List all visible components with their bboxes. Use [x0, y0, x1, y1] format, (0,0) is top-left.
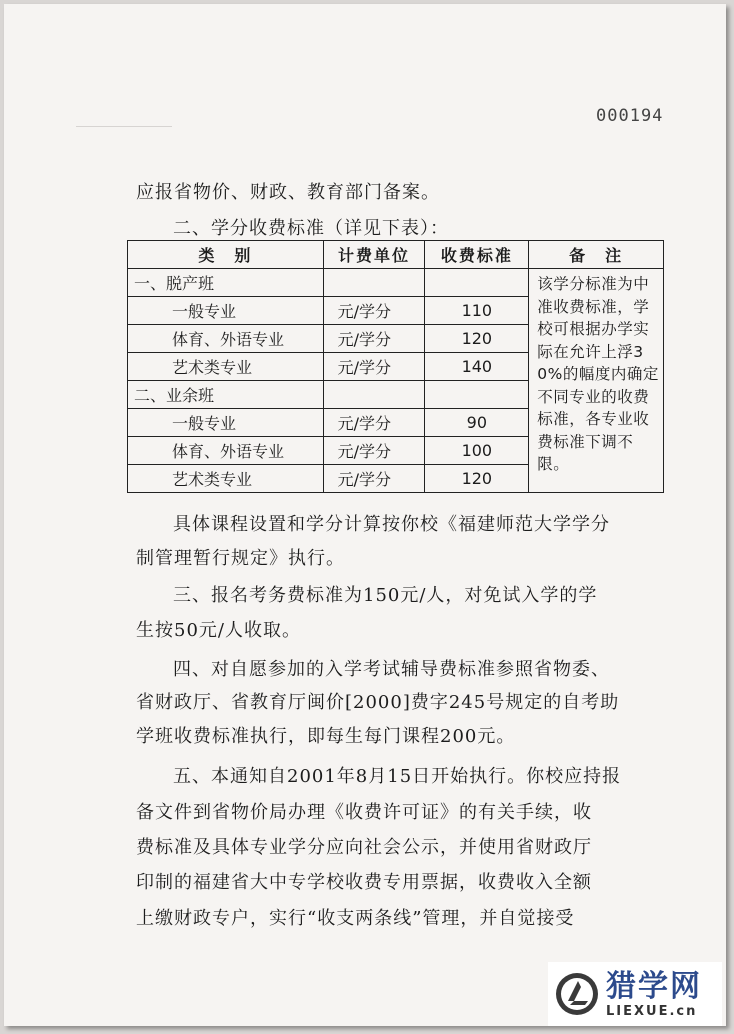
section2-title: 二、学分收费标准（详见下表）：	[173, 218, 449, 239]
category-cell: 体育、外语专业	[128, 325, 324, 353]
watermark-logo-icon	[554, 971, 600, 1017]
header-fee: 收费标准	[425, 241, 529, 269]
paragraph-line: 制管理暂行规定》执行。	[136, 548, 345, 569]
note-cell: 该学分标准为中准收费标准，学校可根据办学实际在允许上浮30%的幅度内确定不同专业的收费标准，各专业收费标准下调不限。	[529, 269, 664, 493]
fee-cell: 140	[425, 353, 529, 381]
category-cell: 体育、外语专业	[128, 437, 324, 465]
group-title-parttime: 二、业余班	[128, 381, 324, 409]
paragraph-line: 生按50元/人收取。	[136, 620, 301, 641]
group-title-fulltime: 一、脱产班	[128, 269, 324, 297]
header-category: 类 别	[128, 241, 324, 269]
paragraph-line: 具体课程设置和学分计算按你校《福建师范大学学分	[173, 514, 610, 535]
paragraph-line: 上缴财政专户，实行“收支两条线”管理，并自觉接受	[136, 908, 575, 929]
fee-cell: 100	[425, 437, 529, 465]
category-cell: 一般专业	[128, 297, 324, 325]
category-cell: 艺术类专业	[128, 465, 324, 493]
fee-cell: 110	[425, 297, 529, 325]
page-number-stamp: 000194	[596, 106, 664, 126]
table-row	[128, 269, 664, 297]
category-cell: 艺术类专业	[128, 353, 324, 381]
watermark-url: LIEXUE.cn	[606, 1003, 698, 1019]
document-page	[4, 4, 726, 1026]
paragraph-line: 省财政厅、省教育厅闽价[2000]费字245号规定的自考助	[136, 692, 620, 713]
unit-cell: 元/学分	[323, 325, 425, 353]
header-unit: 计费单位	[323, 241, 425, 269]
paragraph-line: 五、本通知自2001年8月15日开始执行。你校应持报	[173, 766, 622, 787]
unit-cell: 元/学分	[323, 409, 425, 437]
unit-cell: 元/学分	[323, 437, 425, 465]
table-header-row	[128, 241, 664, 269]
unit-cell: 元/学分	[323, 465, 425, 493]
site-watermark[interactable]	[548, 962, 722, 1026]
fee-table	[127, 240, 664, 493]
fee-cell: 120	[425, 465, 529, 493]
paragraph-line: 印制的福建省大中专学校收费专用票据，收费收入全额	[136, 872, 592, 893]
faded-bleedthrough-mark	[76, 126, 172, 137]
category-cell: 一般专业	[128, 409, 324, 437]
paragraph-line: 费标准及具体专业学分应向社会公示，并使用省财政厅	[136, 837, 592, 858]
unit-cell: 元/学分	[323, 297, 425, 325]
watermark-site-name: 猎学网	[606, 968, 702, 1004]
paragraph-line: 三、报名考务费标准为150元/人，对免试入学的学	[173, 585, 598, 606]
fee-cell: 90	[425, 409, 529, 437]
paragraph-line: 学班收费标准执行，即每生每门课程200元。	[136, 726, 516, 747]
paragraph-line: 四、对自愿参加的入学考试辅导费标准参照省物委、	[173, 659, 610, 680]
unit-cell: 元/学分	[323, 353, 425, 381]
paragraph-line: 应报省物价、财政、教育部门备案。	[136, 182, 440, 203]
fee-cell: 120	[425, 325, 529, 353]
header-note: 备 注	[529, 241, 664, 269]
paragraph-line: 备文件到省物价局办理《收费许可证》的有关手续，收	[136, 802, 592, 823]
